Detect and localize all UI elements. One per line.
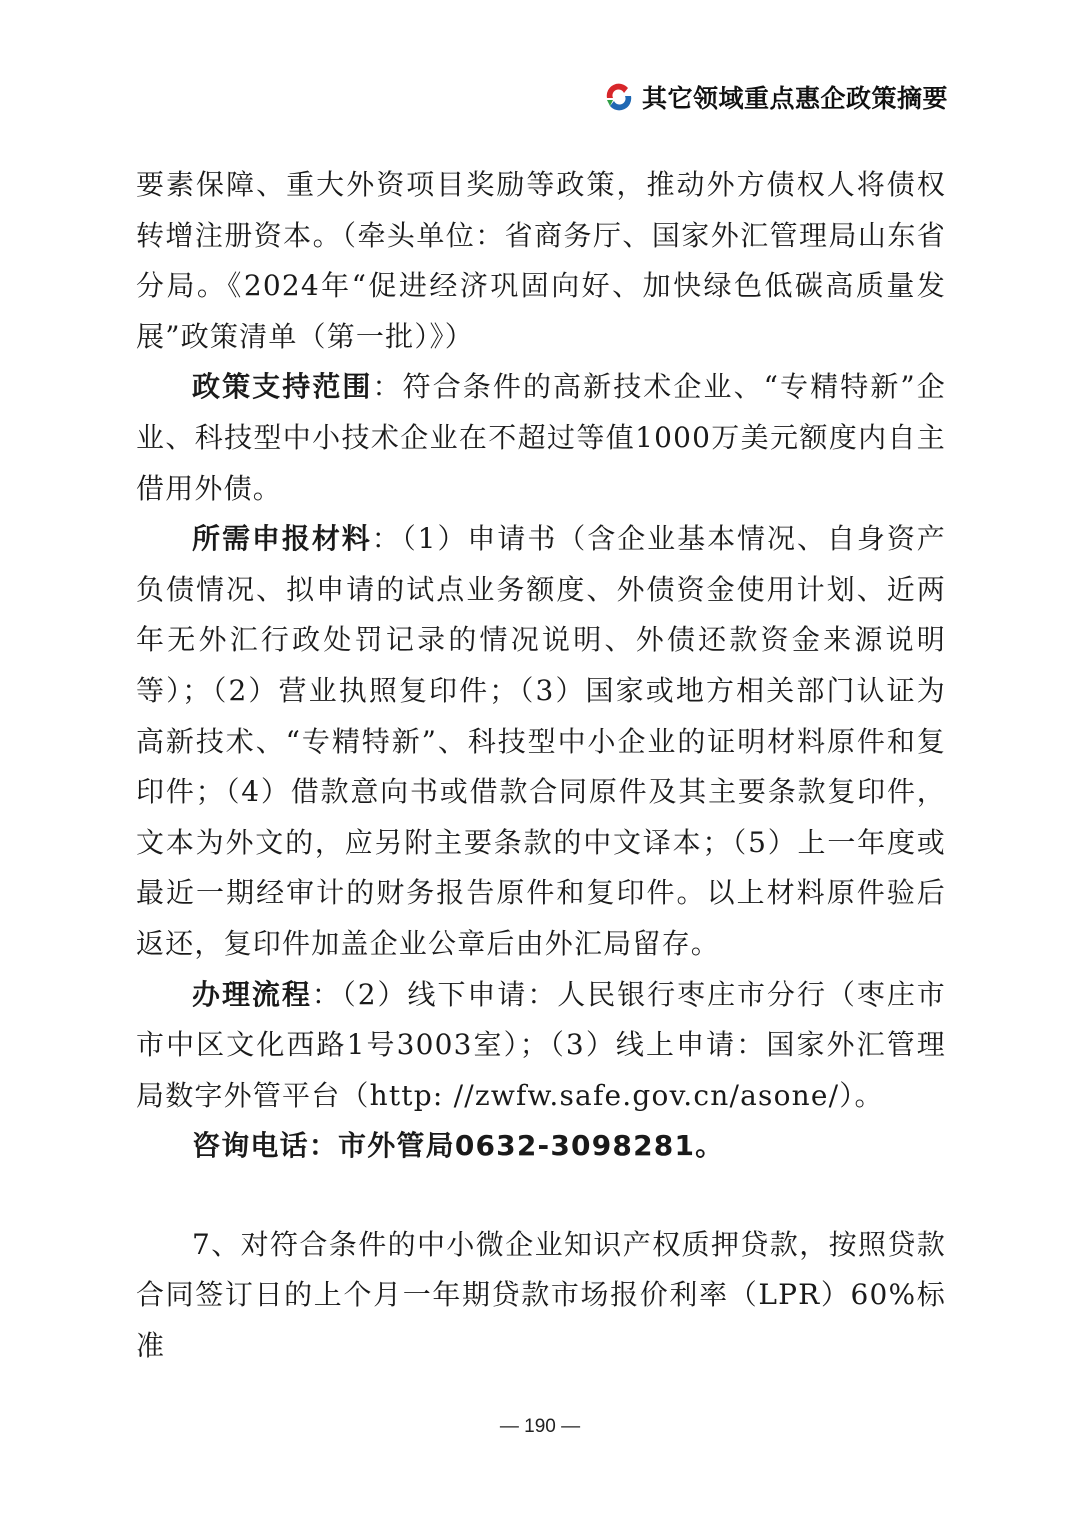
paragraph-required-materials [136,514,946,969]
paragraph-consult-phone [136,1121,946,1172]
paragraph-item-7: 7、对符合条件的中小微企业知识产权质押贷款，按照贷款合同签订日的上个月一年期贷款市场报价利率（LPR）60%标准 [136,1227,946,1363]
header-title: 其它领域重点惠企政策摘要 [641,84,948,113]
paragraph-support-scope [136,362,946,514]
document-body [136,160,946,1372]
page-number: — 190 — [499,1416,581,1437]
label-required-materials: 所需申报材料 [192,522,372,556]
text-required-materials: ：（1）申请书（含企业基本情况、自身资产负债情况、拟申请的试点业务额度、外债资金使用计划、近两年无外汇行政处罚记录的情况说明、外债还款资金来源说明等）；（2）营业执照复印件；（3）国家或地方相关部门认证为高新技术、“专精特新”、科技型中小企业的证明材料原件和复印件；（4）借款意向书或借款合同原件及其主要条款复印件，文本为外文的，应另附主要条款的中文译本；（5）上一年度或最近一期经审计的财务报告原件和复印件。以上材料原件验后返还，复印件加盖企业公章后由外汇局留存。 [136,522,946,960]
section-gap [136,1172,946,1220]
label-support-scope: 政策支持范围 [192,370,373,404]
paragraph-continuation: 要素保障、重大外资项目奖励等政策，推动外方债权人将债权转增注册资本。（牵头单位：省商务厅、国家外汇管理局山东省分局。《2024年“促进经济巩固向好、加快绿色低碳高质量发展”政策清单（第一批）》） [136,168,946,353]
label-process: 办理流程 [192,977,312,1011]
text-consult-phone: ：市外管局0632-3098281。 [308,1129,725,1163]
paragraph-process [136,970,946,1122]
text-support-scope: ：符合条件的高新技术企业、“专精特新”企业、科技型中小技术企业在不超过等值1000万美元额度内自主借用外债。 [136,370,947,505]
swirl-logo-icon [604,82,634,112]
label-consult-phone: 咨询电话 [192,1129,309,1163]
page-header [604,80,948,114]
text-process: ：（2）线下申请：人民银行枣庄市分行（枣庄市市中区文化西路1号3003室）；（3）线上申请：国家外汇管理局数字外管平台（http: //zwfw.safe.gov.cn/asone/）。 [136,977,946,1112]
